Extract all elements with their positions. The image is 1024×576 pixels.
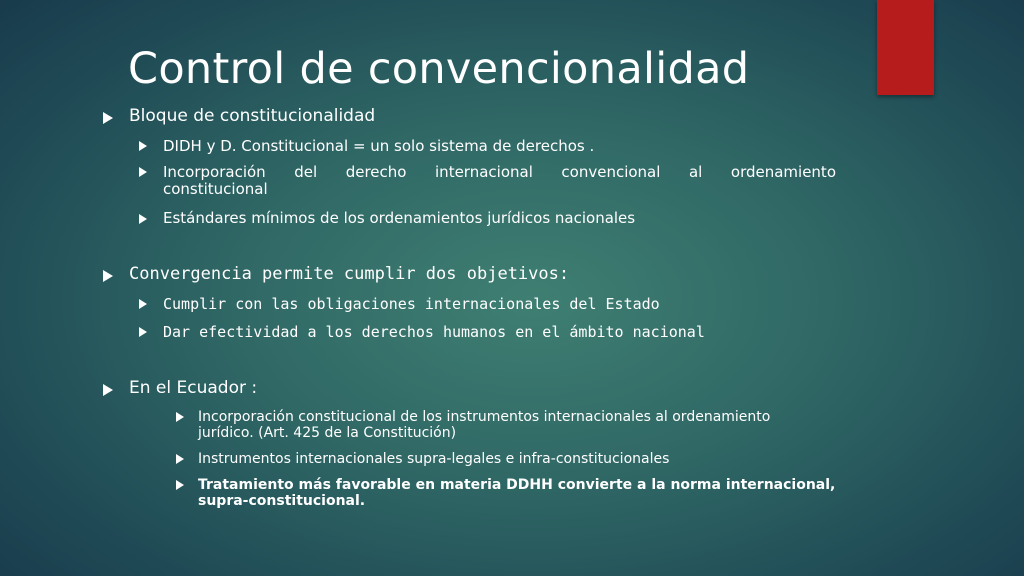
bullet-arrow-icon xyxy=(103,112,113,124)
sub-bullet-arrow-icon xyxy=(139,214,147,224)
sub-bullet-incorporacion-const-cont: jurídico. (Art. 425 de la Constitución) xyxy=(198,425,457,441)
sub-bullet-arrow-icon xyxy=(176,412,184,422)
sub-bullet-arrow-icon xyxy=(139,167,147,177)
sub-bullet-arrow-icon xyxy=(176,454,184,464)
sub-bullet-arrow-icon xyxy=(139,327,147,337)
sub-bullet-tratamiento: Tratamiento más favorable en materia DDHH convierte a la norma internacional, xyxy=(198,477,836,493)
sub-bullet-arrow-icon xyxy=(139,141,147,151)
sub-bullet-arrow-icon xyxy=(139,299,147,309)
sub-bullet-incorporacion-cont: constitucional xyxy=(163,180,268,198)
sub-bullet-instrumentos: Instrumentos internacionales supra-legales e infra-constitucionales xyxy=(198,451,670,467)
sub-bullet-incorporacion: Incorporación del derecho internacional convencional al ordenamiento xyxy=(163,163,836,181)
sub-bullet-cumplir: Cumplir con las obligaciones internacionales del Estado xyxy=(163,295,660,313)
sub-bullet-arrow-icon xyxy=(176,480,184,490)
bullet-convergencia: Convergencia permite cumplir dos objetivos: xyxy=(129,264,570,284)
bullet-bloque: Bloque de constitucionalidad xyxy=(129,106,376,126)
bullet-arrow-icon xyxy=(103,384,113,396)
sub-bullet-tratamiento-cont: supra-constitucional. xyxy=(198,493,366,509)
sub-bullet-incorporacion-const: Incorporación constitucional de los instrumentos internacionales al ordenamiento xyxy=(198,409,771,425)
sub-bullet-efectividad: Dar efectividad a los derechos humanos en el ámbito nacional xyxy=(163,323,705,341)
slide-title: Control de convencionalidad xyxy=(128,44,750,94)
bullet-ecuador: En el Ecuador : xyxy=(129,378,258,398)
sub-bullet-didh: DIDH y D. Constitucional = un solo sistema de derechos . xyxy=(163,137,595,155)
sub-bullet-estandares: Estándares mínimos de los ordenamientos jurídicos nacionales xyxy=(163,209,636,227)
bullet-arrow-icon xyxy=(103,270,113,282)
